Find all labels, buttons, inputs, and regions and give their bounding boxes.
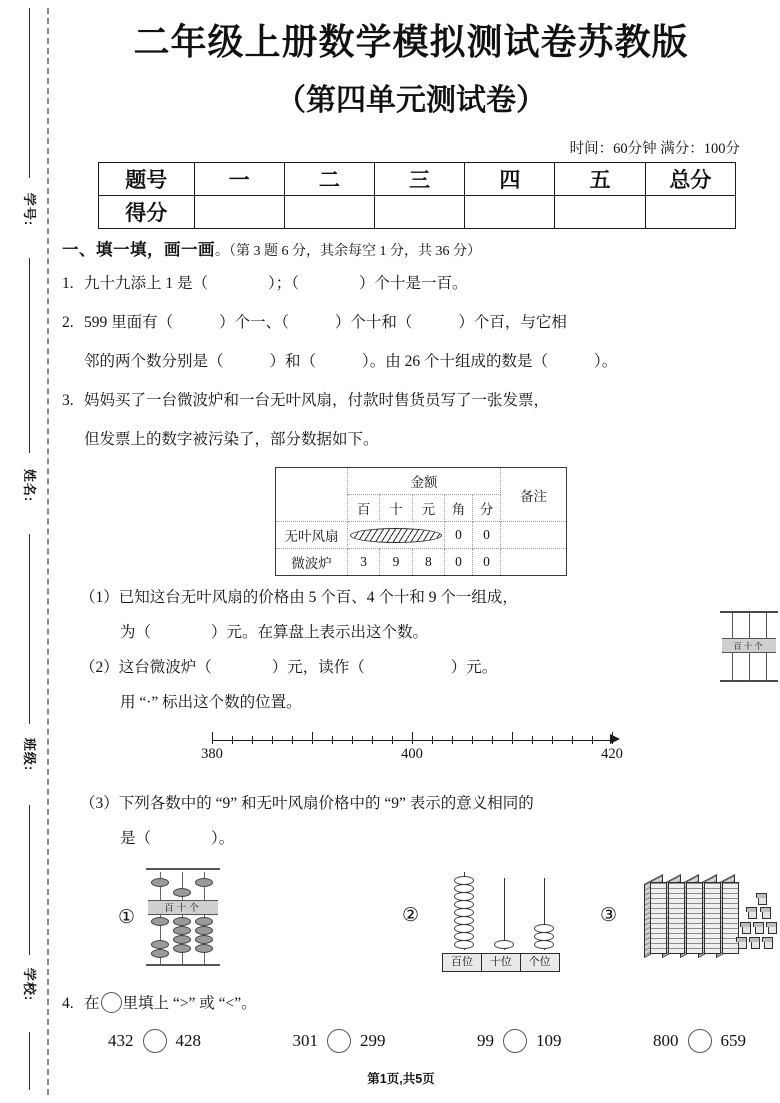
question-1 <box>62 269 780 299</box>
answer-options-row <box>62 860 780 980</box>
question-1-text-b: ）；（ <box>268 275 300 293</box>
margin-rule-seg-1 <box>29 8 30 178</box>
abacus-bead-upper-o <box>195 878 213 887</box>
number-line-tick-410 <box>512 732 513 744</box>
number-line-tick-396 <box>372 736 373 744</box>
margin-dashed-divider <box>47 8 49 1095</box>
option-3-base-ten-blocks-diagram[interactable] <box>642 866 772 970</box>
question-1-text-c: ）个十是一百。 <box>359 275 468 293</box>
subquestion-1-line-2 <box>62 617 780 648</box>
number-line-tick-394 <box>352 736 353 744</box>
invoice-fan-fen: 0 <box>473 522 501 549</box>
invoice-row-microwave <box>276 549 567 576</box>
score-table-header-row <box>99 163 736 196</box>
comparison-3-answer-circle[interactable] <box>503 1029 527 1053</box>
number-line-tick-390 <box>312 732 313 744</box>
invoice-item-name-fan: 无叶风扇 <box>276 522 348 549</box>
subquestion-3-text-b: ）。 <box>211 830 235 848</box>
question-2-line2-text-c: ）。由 26 个十组成的数是（ <box>362 353 549 371</box>
number-line-tick-392 <box>332 736 333 744</box>
abacus-bead-lower-t-2 <box>173 926 191 935</box>
blank-abacus-beam-label: 百十个 <box>722 638 776 653</box>
comparison-4-left: 800 <box>653 1031 679 1051</box>
comparison-2-left: 301 <box>292 1031 318 1051</box>
abacus-bead-lower-o-1 <box>195 917 213 926</box>
score-table-row-label-score: 得分 <box>99 196 195 229</box>
number-line-tick-386 <box>272 736 273 744</box>
subquestion-3 <box>62 788 780 819</box>
subquestion-3-line-2 <box>62 823 780 854</box>
question-4-text-b: 里填上 “>” 或 “<”。 <box>122 995 257 1013</box>
bead-stand-label-ones: 个位 <box>520 953 560 972</box>
invoice-mw-hundreds: 3 <box>348 549 380 576</box>
number-line-tick-404 <box>452 736 453 744</box>
question-4-text-a: 在 <box>84 995 100 1013</box>
question-2 <box>62 308 780 338</box>
score-table-col-2: 二 <box>284 163 374 196</box>
score-table-col-4: 四 <box>465 163 555 196</box>
invoice-fan-jiao: 0 <box>445 522 473 549</box>
invoice-table-wrap <box>62 467 780 576</box>
page-footer: 第1页,共5页 <box>367 1072 435 1086</box>
score-table-col-1: 一 <box>194 163 284 196</box>
score-cell-4[interactable] <box>465 196 555 229</box>
base-ten-unit-5 <box>768 925 777 934</box>
abacus-bead-upper-h <box>151 878 169 887</box>
comparison-item-4 <box>653 1029 746 1053</box>
invoice-smudge-cell <box>348 522 445 549</box>
comparison-3-right: 109 <box>536 1031 562 1051</box>
section-1-title: 一、填一填，画一画 <box>62 240 215 260</box>
margin-rule-seg-3 <box>29 534 30 724</box>
margin-rule-seg-4 <box>29 805 30 955</box>
exam-meta: 时间：60分钟 满分：100分 <box>569 141 740 158</box>
base-ten-flat-3 <box>686 882 703 954</box>
invoice-mw-yuan: 8 <box>412 549 444 576</box>
base-ten-flat-5 <box>722 882 739 954</box>
option-marker-3[interactable]: ③ <box>600 905 618 927</box>
subquestion-2-text-c: ）元。 <box>450 659 498 677</box>
comparison-3-left: 99 <box>477 1031 494 1051</box>
section-1-note: 。（第 3 题 6 分，其余每空 1 分，共 36 分） <box>215 244 481 260</box>
comparison-1-left: 432 <box>108 1031 134 1051</box>
question-3-number: 3. <box>62 392 74 410</box>
margin-label-school: 学校: <box>22 967 38 1002</box>
abacus-bead-lower-t-1 <box>173 917 191 926</box>
margin-label-student-id: 学号: <box>22 192 38 227</box>
invoice-mw-fen: 0 <box>473 549 501 576</box>
subquestion-1-label: （1） <box>80 589 119 607</box>
number-line-label-420: 420 <box>601 746 623 763</box>
score-cell-5[interactable] <box>555 196 645 229</box>
subquestion-3-text-a: 是（ <box>120 830 152 848</box>
abacus-bead-lower-o-4 <box>195 944 213 953</box>
subquestion-2-line-2-text: 用 “·” 标出这个数的位置。 <box>120 694 302 712</box>
subquestion-2-label: （2） <box>80 659 119 677</box>
comparison-row <box>62 1029 780 1053</box>
question-2-text-c: ）个十和（ <box>334 314 413 332</box>
question-2-text-b: ）个一、（ <box>219 314 289 332</box>
ink-smudge-icon <box>350 528 442 543</box>
invoice-corner-cell <box>276 468 348 522</box>
score-table-wrap <box>62 162 780 229</box>
invoice-mw-jiao: 0 <box>445 549 473 576</box>
comparison-item-3 <box>477 1029 562 1053</box>
blank-abacus-diagram[interactable] <box>720 608 778 684</box>
blank-abacus-frame <box>720 608 778 684</box>
question-2-number: 2. <box>62 314 74 332</box>
comparison-item-1 <box>108 1029 201 1053</box>
question-3-line-1: 妈妈买了一台微波炉和一台无叶风扇，付款时售货员写了一张发票， <box>84 392 550 410</box>
abacus-bead-lower-h-3 <box>151 949 169 958</box>
subquestion-1-line-1: 已知这台无叶风扇的价格由 5 个百、4 个十和 9 个一组成， <box>118 589 518 607</box>
base-ten-unit-2 <box>762 910 771 919</box>
question-2-text-a: 599 里面有（ <box>84 314 174 332</box>
number-line-tick-402 <box>432 736 433 744</box>
score-table-col-3: 三 <box>375 163 465 196</box>
subquestion-2-text-b: ）元，读作（ <box>271 659 365 677</box>
number-line-tick-380 <box>212 732 213 744</box>
invoice-mw-remark <box>501 549 567 576</box>
number-line-tick-414 <box>552 736 553 744</box>
comparison-1-right: 428 <box>175 1031 201 1051</box>
question-1-number: 1. <box>62 275 74 293</box>
margin-rule-seg-5 <box>29 1032 30 1090</box>
score-table <box>98 162 736 229</box>
invoice-place-tens: 十 <box>380 495 412 522</box>
page-subtitle: （第四单元测试卷） <box>276 84 546 118</box>
abacus-bottom-bar <box>146 964 220 966</box>
score-cell-3[interactable] <box>375 196 465 229</box>
number-line-tick-382 <box>232 736 233 744</box>
comparison-4-answer-circle[interactable] <box>688 1029 712 1053</box>
subquestion-3-line-1: 下列各数中的 “9” 和无叶风扇价格中的 “9” 表示的意义相同的 <box>118 795 534 813</box>
bead-stand-label-tens: 十位 <box>481 953 521 972</box>
abacus-bead-upper-t <box>173 888 191 897</box>
comparison-2-answer-circle[interactable] <box>327 1029 351 1053</box>
question-2-line-2 <box>62 347 780 377</box>
bead-stand-bead-t-1 <box>494 940 514 949</box>
abacus-bead-lower-o-2 <box>195 926 213 935</box>
base-ten-unit-1 <box>748 910 757 919</box>
invoice-place-hundreds: 百 <box>348 495 380 522</box>
number-line-tick-418 <box>592 736 593 744</box>
invoice-row-fan <box>276 522 567 549</box>
question-4 <box>62 989 780 1019</box>
question-3-line-2-text: 但发票上的数字被污染了，部分数据如下。 <box>84 431 379 449</box>
bead-stand-label-hundreds: 百位 <box>442 953 482 972</box>
abacus-top-bar <box>146 868 220 870</box>
number-line-diagram <box>62 722 780 784</box>
page-title: 二年级上册数学模拟测试卷苏教版 <box>133 22 689 62</box>
base-ten-flat-4 <box>704 882 721 954</box>
invoice-amount-header: 金额 <box>348 468 501 495</box>
number-line-tick-398 <box>392 736 393 744</box>
comparison-2-right: 299 <box>360 1031 386 1051</box>
base-ten-flat-2 <box>668 882 685 954</box>
comparison-4-right: 659 <box>720 1031 746 1051</box>
question-4-inline-circle-icon <box>101 992 122 1013</box>
score-table-col-total: 总分 <box>645 163 735 196</box>
bead-stand-bead-h-9 <box>454 940 474 949</box>
question-3-line-2 <box>62 425 780 455</box>
margin-label-name: 姓名: <box>22 468 38 503</box>
score-cell-2[interactable] <box>284 196 374 229</box>
score-table-score-row <box>99 196 736 229</box>
invoice-place-fen: 分 <box>473 495 501 522</box>
bead-stand-base <box>442 953 558 972</box>
abacus-bead-lower-h-1 <box>151 917 169 926</box>
base-ten-flat-1 <box>650 882 667 954</box>
option-marker-1[interactable]: ① <box>118 907 136 929</box>
subquestion-2 <box>62 652 780 683</box>
invoice-table <box>275 467 567 576</box>
abacus-beam-label: 百十个 <box>148 900 218 915</box>
subquestion-1-text-b: ）元。在算盘上表示出这个数。 <box>211 624 429 642</box>
margin-label-class: 班级: <box>22 737 38 772</box>
base-ten-unit-7 <box>751 940 760 949</box>
question-1-text-a: 九十九添上 1 是（ <box>84 275 209 293</box>
abacus-bead-lower-o-3 <box>195 935 213 944</box>
subquestion-1 <box>62 582 780 613</box>
invoice-fan-remark <box>501 522 567 549</box>
invoice-place-jiao: 角 <box>445 495 473 522</box>
invoice-item-name-microwave: 微波炉 <box>276 549 348 576</box>
page-content <box>62 0 780 1103</box>
option-2-bead-stand-diagram[interactable] <box>442 864 562 972</box>
section-1-heading <box>62 236 780 260</box>
number-line-tick-408 <box>492 736 493 744</box>
base-ten-unit-8 <box>764 940 773 949</box>
option-marker-2[interactable]: ② <box>402 905 420 927</box>
abacus-bead-lower-t-4 <box>173 944 191 953</box>
option-1-abacus-diagram[interactable] <box>146 866 220 970</box>
comparison-item-2 <box>293 1029 386 1053</box>
score-table-row-label-question: 题号 <box>99 163 195 196</box>
question-3 <box>62 386 780 416</box>
bead-stand-bead-o-3 <box>534 940 554 949</box>
subquestion-1-text-a: 为（ <box>120 624 152 642</box>
subquestion-2-line-2 <box>62 687 780 718</box>
abacus-bead-lower-h-2 <box>151 940 169 949</box>
invoice-place-yuan: 元 <box>412 495 444 522</box>
number-line-tick-412 <box>532 736 533 744</box>
score-cell-1[interactable] <box>194 196 284 229</box>
abacus-bead-lower-t-3 <box>173 935 191 944</box>
number-line-tick-400 <box>412 732 413 744</box>
question-2-line2-text-d: ）。 <box>594 353 618 371</box>
score-table-col-5: 五 <box>555 163 645 196</box>
comparison-1-answer-circle[interactable] <box>143 1029 167 1053</box>
question-2-line2-text-b: ）和（ <box>269 353 317 371</box>
question-4-number: 4. <box>62 995 74 1013</box>
margin-rule-seg-2 <box>29 258 30 453</box>
number-line-tick-388 <box>292 736 293 744</box>
number-line-tick-384 <box>252 736 253 744</box>
invoice-remark-header: 备注 <box>501 468 567 522</box>
number-line-tick-406 <box>472 736 473 744</box>
base-ten-unit-3 <box>742 925 751 934</box>
question-2-text-d: ）个百，与它相 <box>458 314 567 332</box>
invoice-mw-tens: 9 <box>380 549 412 576</box>
question-2-line2-text-a: 邻的两个数分别是（ <box>84 353 224 371</box>
number-line-tick-420 <box>612 732 613 744</box>
number-line-label-400: 400 <box>401 746 423 763</box>
score-cell-total[interactable] <box>645 196 735 229</box>
number-line-label-380: 380 <box>201 746 223 763</box>
base-ten-unit-4 <box>755 925 764 934</box>
subquestion-3-label: （3） <box>80 795 119 813</box>
base-ten-unit-9 <box>758 896 767 905</box>
number-line-tick-416 <box>572 736 573 744</box>
subquestion-2-text-a: 这台微波炉（ <box>118 659 212 677</box>
left-margin-strip <box>0 0 60 1103</box>
base-ten-unit-6 <box>738 940 747 949</box>
invoice-header-row-1 <box>276 468 567 495</box>
